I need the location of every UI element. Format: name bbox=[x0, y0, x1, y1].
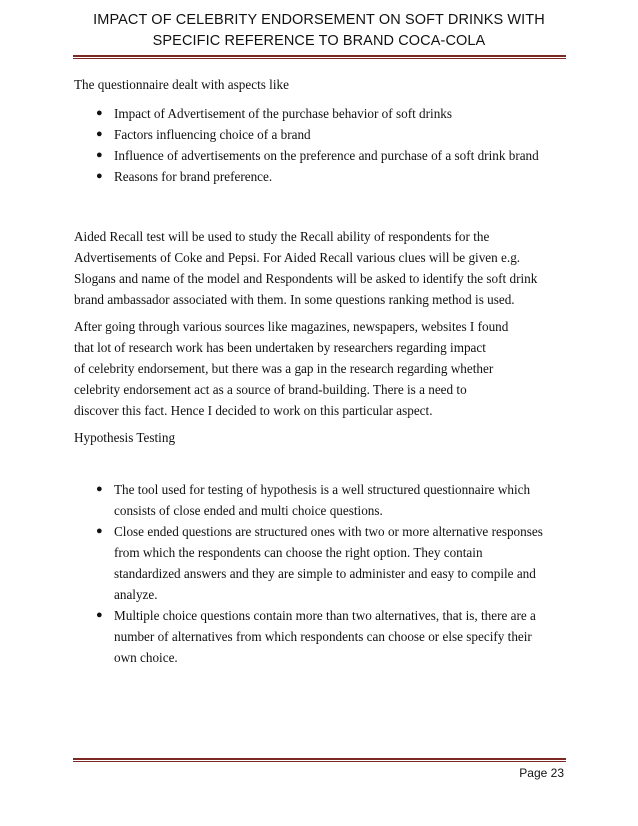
bullet-icon: ● bbox=[96, 149, 103, 161]
paragraph-line: that lot of research work has been undertaken by researchers regarding impact bbox=[74, 340, 486, 355]
list-item bbox=[74, 479, 544, 521]
bullet-icon: ● bbox=[96, 609, 103, 621]
aspects-list bbox=[74, 103, 574, 187]
aided-recall-paragraph: Aided Recall test will be used to study the Recall ability of respondents for the Advertisements of Coke and Pepsi. For Aided Recall various clues will be given e.g. Slogans and name of the model and Respondents will be asked to identify the soft drink brand ambassador associated with them. In some questions ranking method is used. bbox=[74, 229, 538, 307]
list-item-text: Factors influencing choice of a brand bbox=[114, 127, 311, 142]
paragraph-line: discover this fact. Hence I decided to work on this particular aspect. bbox=[74, 403, 433, 418]
list-item bbox=[74, 605, 544, 668]
header-title-line-2: SPECIFIC REFERENCE TO BRAND COCA-COLA bbox=[152, 33, 486, 49]
header-divider bbox=[73, 55, 566, 57]
list-item bbox=[74, 166, 574, 187]
list-item bbox=[74, 103, 574, 124]
research-gap-paragraph bbox=[74, 316, 574, 421]
paragraph-line: of celebrity endorsement, but there was a gap in the research regarding whether bbox=[74, 361, 494, 376]
page-header bbox=[0, 10, 638, 52]
hypothesis-heading: Hypothesis Testing bbox=[74, 430, 176, 445]
footer-divider-thin bbox=[73, 761, 566, 762]
bullet-icon: ● bbox=[96, 128, 103, 140]
list-item-text: Impact of Advertisement of the purchase behavior of soft drinks bbox=[114, 106, 453, 121]
list-item bbox=[74, 124, 574, 145]
list-item-text: Multiple choice questions contain more than two alternatives, that is, there are a number of alternatives from which respondents can choose or else specify their own choice. bbox=[114, 608, 536, 665]
list-item-text: Influence of advertisements on the preference and purchase of a soft drink brand bbox=[114, 148, 539, 163]
paragraph-line: After going through various sources like magazines, newspapers, websites I found bbox=[74, 319, 509, 334]
list-item-text: Close ended questions are structured ones with two or more alternative responses from which the respondents can choose the right option. They contain standardized answers and they are simple to administer and easy to compile and analyze. bbox=[114, 524, 543, 602]
list-item-text: Reasons for brand preference. bbox=[114, 169, 273, 184]
bullet-icon: ● bbox=[96, 483, 103, 495]
footer-divider bbox=[73, 758, 566, 760]
page-number: Page 23 bbox=[519, 766, 564, 780]
list-item bbox=[74, 521, 544, 605]
questionnaire-intro: The questionnaire dealt with aspects like bbox=[74, 77, 289, 92]
bullet-icon: ● bbox=[96, 525, 103, 537]
paragraph-line: celebrity endorsement act as a source of brand-building. There is a need to bbox=[74, 382, 467, 397]
header-title-line-1: IMPACT OF CELEBRITY ENDORSEMENT ON SOFT DRINKS WITH bbox=[93, 12, 545, 28]
bullet-icon: ● bbox=[96, 107, 103, 119]
list-item-text: The tool used for testing of hypothesis is a well structured questionnaire which consists of close ended and multi choice questions. bbox=[114, 482, 531, 518]
header-divider-thin bbox=[73, 58, 566, 59]
hypothesis-list bbox=[74, 479, 544, 668]
list-item bbox=[74, 145, 574, 166]
page-content bbox=[74, 62, 574, 668]
bullet-icon: ● bbox=[96, 170, 103, 182]
